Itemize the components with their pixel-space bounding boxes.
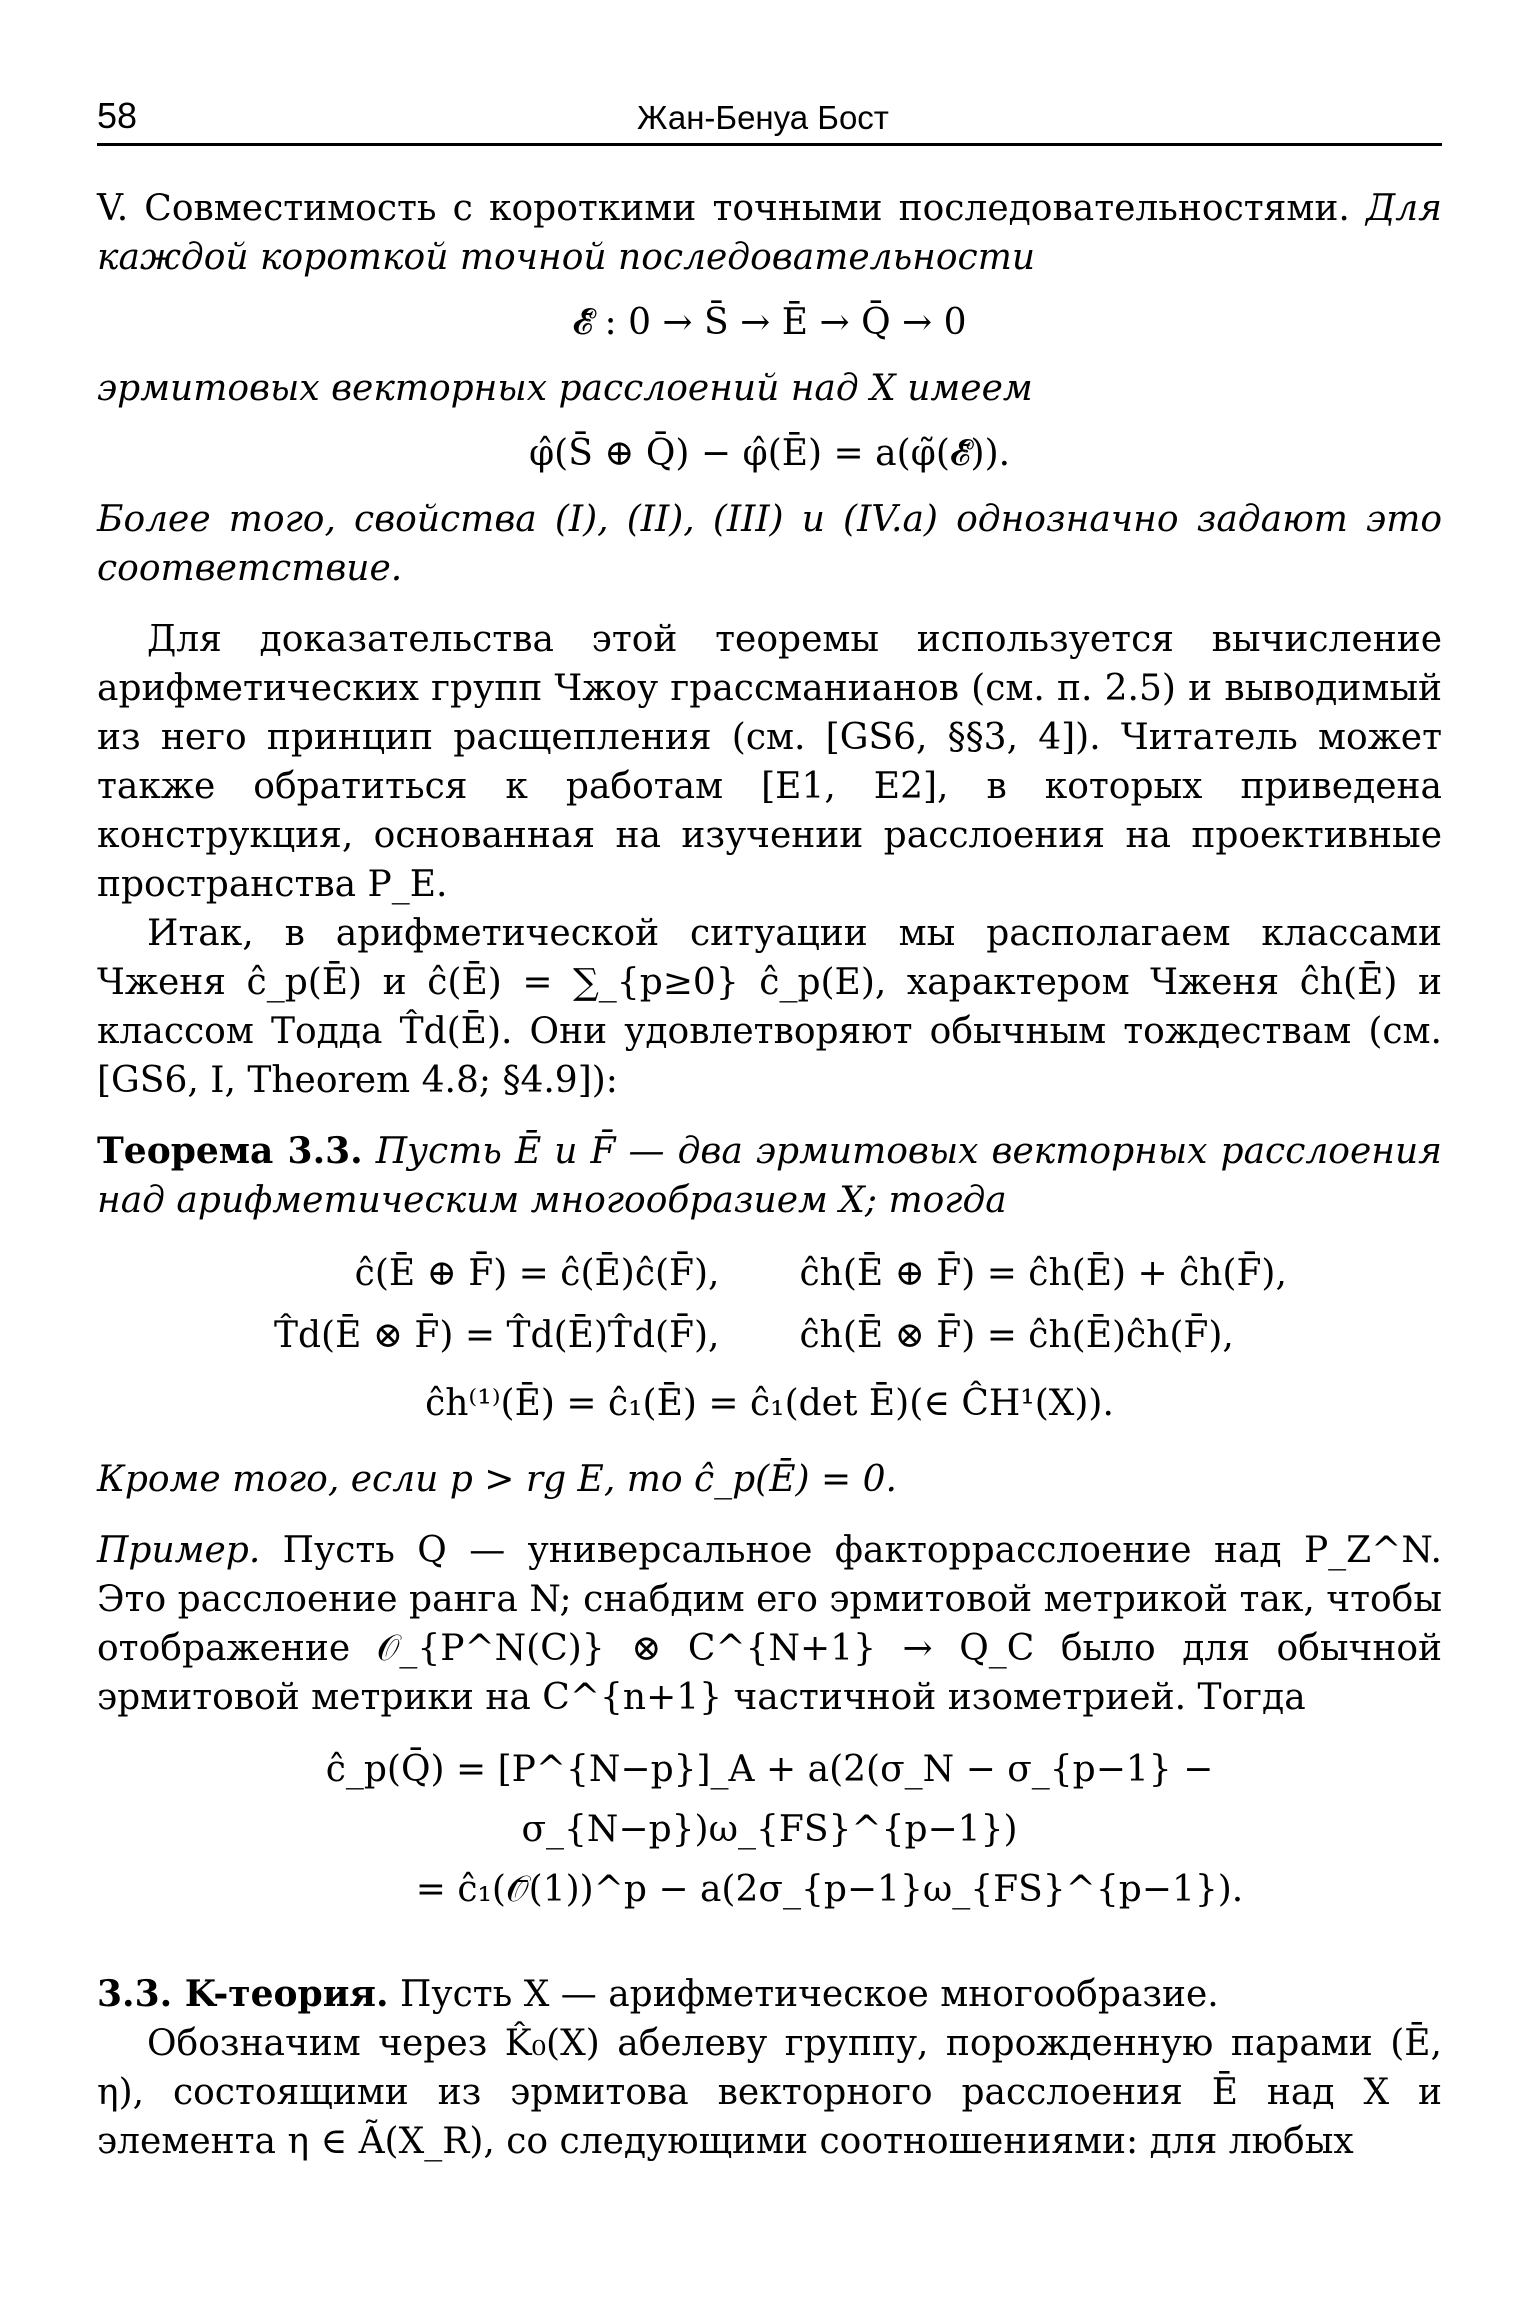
- page: [97, 95, 1442, 2166]
- property-v-title: V. Совместимость с короткими точными последовательностями.: [97, 188, 1350, 229]
- running-head: Жан-Бенуа Бост: [637, 99, 889, 136]
- identity-todd-product: T̂d(Ē ⊗ F̄) = T̂d(Ē)T̂d(F̄),: [274, 1315, 720, 1356]
- identity-sum-character: ĉh(Ē ⊕ F̄) = ĉh(Ē) + ĉh(F̄),: [799, 1253, 1287, 1294]
- paragraph-uniqueness: Более того, свойства (I), (II), (III) и (IV.a) однозначно задают это соответствие.: [97, 499, 1442, 589]
- theorem-3-3: [97, 1127, 1442, 1225]
- paragraph-property-v: [97, 184, 1442, 282]
- section-text: Пусть X — арифметическое многообразие.: [400, 1974, 1219, 2015]
- paragraph-proof: Для доказательства этой теоремы используется вычисление арифметических групп Чжоу грассманианов (см. п. 2.5) и выводимый из него принцип расщепления (см. [GS6, §§3, 4]). Читатель может также обратиться к работам [E1, E2], в которых приведена конструкция, основанная на изучении расслоения на проективные пространства P_E.: [97, 619, 1442, 905]
- paragraph-example: [97, 1526, 1442, 1722]
- equation-chern-quotient-line-1: ĉ_p(Q̄) = [P^{N−p}]_A + a(2(σ_N − σ_{p−1} − σ_{N−p})ω_{FS}^{p−1}): [325, 1749, 1214, 1850]
- paragraph-chern-classes: Итак, в арифметической ситуации мы располагаем классами Чженя ĉ_p(Ē) и ĉ(Ē) = ∑_{p≥0} ĉ_p(E), характером Чженя ĉh(Ē) и классом Тодда T̂d(Ē). Они удовлетворяют обычным тождествам (см. [GS6, I, Theorem 4.8; §4.9]):: [97, 913, 1442, 1101]
- theorem-text: Пусть Ē и F̄ — два эрмитовых векторных расслоения над арифметическим многообразием X; тогда: [97, 1131, 1442, 1221]
- paragraph-vanishing: Кроме того, если p > rg E, то ĉ_p(Ē) = 0.: [97, 1459, 897, 1500]
- section-label: 3.3. K-теория.: [97, 1973, 389, 2015]
- paragraph-hermitian: эрмитовых векторных расслоений над X имеем: [97, 368, 1033, 409]
- example-label: Пример.: [97, 1530, 261, 1571]
- identity-character-product: ĉh(Ē ⊗ F̄) = ĉh(Ē)ĉh(F̄),: [799, 1315, 1234, 1356]
- page-number: 58: [97, 95, 138, 136]
- equation-identities: [97, 1243, 1442, 1367]
- paragraph-k-group: Обозначим через K̂₀(X) абелеву группу, порожденную парами (Ē, η), состоящими из эрмитова векторного расслоения Ē над X и элемента η ∈ Ã(X_R), со следующими соотношениями: для любых: [97, 2023, 1442, 2162]
- equation-chern-quotient: [97, 1740, 1442, 1920]
- page-header: [97, 95, 1442, 146]
- identity-first-chern: ĉh⁽¹⁾(Ē) = ĉ₁(Ē) = ĉ₁(det Ē)(∈ ĈH¹(X)).: [425, 1383, 1114, 1424]
- identity-sum-chern: ĉ(Ē ⊕ F̄) = ĉ(Ē)ĉ(F̄),: [354, 1253, 720, 1294]
- equation-chern-quotient-line-2: = ĉ₁(𝒪̄(1))^p − a(2σ_{p−1}ω_{FS}^{p−1}).: [415, 1869, 1244, 1910]
- example-text: Пусть Q — универсальное факторрасслоение над P_Z^N. Это расслоение ранга N; снабдим его эрмитовой метрикой так, чтобы отображение 𝒪_{P^N(C)} ⊗ C^{N+1} → Q_C было для обычной эрмитовой метрики на C^{n+1} частичной изометрией. Тогда: [97, 1530, 1442, 1718]
- equation-additivity: φ̂(S̄ ⊕ Q̄) − φ̂(Ē) = a(φ̃(𝓔̄)).: [528, 433, 1011, 474]
- property-v-statement: Для каждой короткой точной последовательности: [97, 188, 1442, 278]
- section-k-theory: [97, 1970, 1442, 2019]
- equation-exact-sequence: 𝓔̄ : 0 → S̄ → Ē → Q̄ → 0: [572, 302, 967, 343]
- theorem-label: Теорема 3.3.: [97, 1130, 363, 1172]
